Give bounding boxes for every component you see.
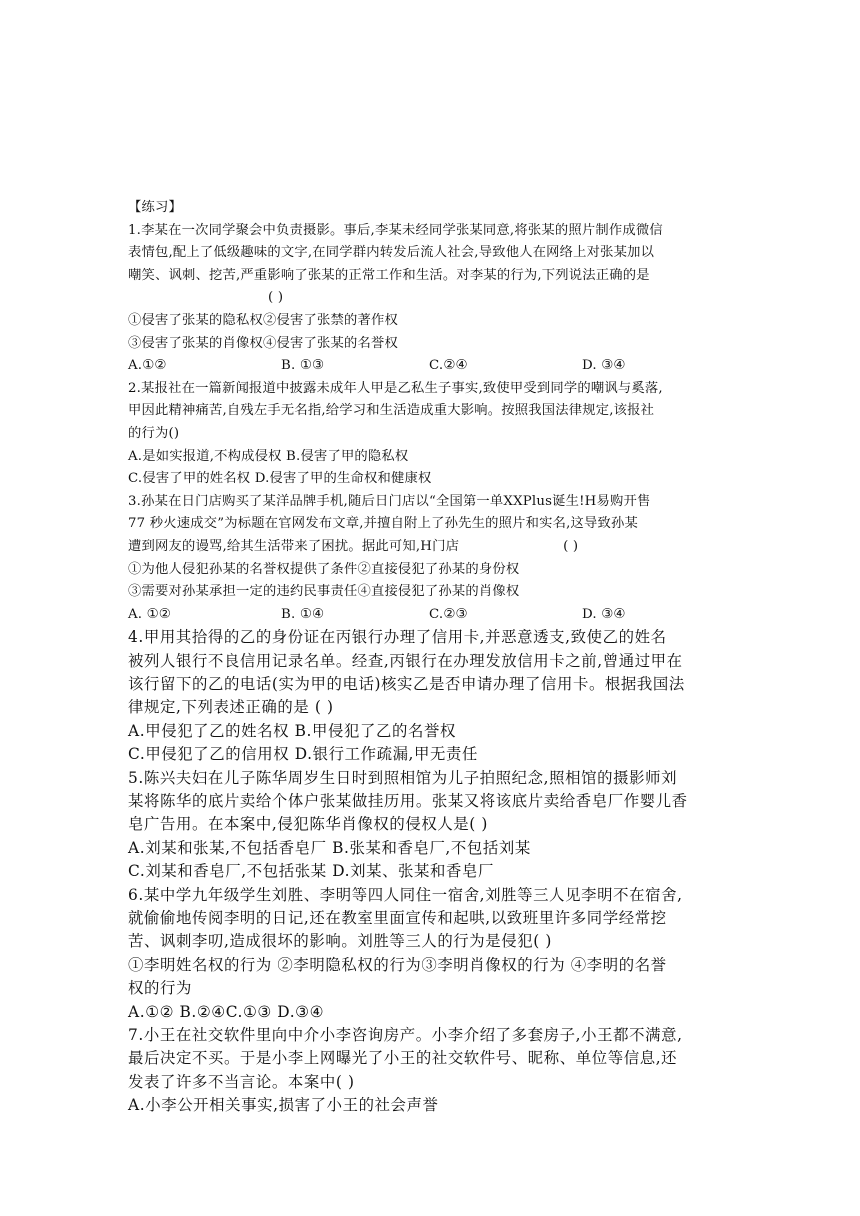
options-row (128, 355, 748, 378)
statement-line: ①李明姓名权的行为 ②李明隐私权的行为③李明肖像权的行为 ④李明的名誉 (128, 955, 667, 974)
question-text-line: 某将陈华的底片卖给个体户张某做挂历用。张某又将该底片卖给香皂厂作婴儿香 (128, 792, 688, 811)
statement-line: ①为他人侵犯孙某的名誉权提供了条件②直接侵犯了孙某的身份权 (128, 561, 520, 577)
option-d: D. ③④ (582, 358, 626, 374)
question-text-line: 该行留下的乙的电话(实为甲的电话)核实乙是否申请办理了信用卡。根据我国法 (128, 675, 685, 694)
question-text-line: 律规定,下列表述正确的是 ( ) (128, 698, 334, 717)
section-title: 【练习】 (128, 200, 182, 215)
option-line: A.①② B.②④C.①③ D.③④ (128, 1002, 324, 1021)
question-text-line: 苦、讽刺李叨,造成很坏的影响。刘胜等三人的行为是侵犯( ) (128, 932, 552, 951)
question-text: 遭到网友的谩骂,给其生活带来了困扰。据此可知,H门店 (128, 538, 460, 554)
answer-blank: ( ) (268, 290, 284, 306)
option-line: C.刘某和香皂厂,不包括张某 D.刘某、张某和香皂厂 (128, 862, 494, 881)
question-text-line: 表情包,配上了低级趣味的文字,在同学群内转发后流人社会,导致他人在网络上对张某加以 (128, 245, 655, 261)
question-text-line: 5.陈兴夫妇在儿子陈华周岁生日时到照相馆为儿子拍照纪念,照相馆的摄影师刘 (128, 768, 678, 787)
statement-line: ③需要对孙某承担一定的违约民事责任④直接侵犯了孙某的肖像权 (128, 584, 520, 600)
question-text-line: 2.某报社在一篇新闻报道中披露未成年人甲是乙私生子事实,致使甲受到同学的嘲讽与奚落, (128, 380, 663, 396)
option-c: C.②④ (429, 358, 468, 374)
question-2 (128, 378, 748, 491)
question-6 (128, 884, 748, 1024)
question-text-line: 77 秒火速成交”为标题在官网发布文章,并擅自附上了孙先生的照片和实名,这导致孙某 (128, 516, 638, 532)
question-text-line: 就偷偷地传阅李明的日记,还在教室里面宣传和起哄,以致班里许多同学经常挖 (128, 908, 667, 927)
question-text-line: 发表了许多不当言论。本案中( ) (128, 1072, 355, 1091)
option-line: A.刘某和张某,不包括香皂厂 B.张某和香皂厂,不包括刘某 (128, 838, 531, 857)
statement-line: 权的行为 (128, 979, 192, 998)
question-text-line: 最后决定不买。于是小李上网曝光了小王的社交软件号、昵称、单位等信息,还 (128, 1049, 678, 1068)
question-5 (128, 767, 748, 884)
question-text-line: 甲因此精神痛苦,自残左手无名指,给学习和生活造成重大影响。按照我国法律规定,该报社 (128, 403, 655, 419)
option-b: B. ①③ (281, 358, 325, 374)
question-text-line: 被列人银行不良信用记录名单。经查,丙银行在办理发放信用卡之前,曾通过甲在 (128, 651, 683, 670)
option-line: C.甲侵犯了乙的信用权 D.银行工作疏漏,甲无责任 (128, 745, 479, 764)
option-line: A.小李公开相关事实,损害了小王的社会声誉 (128, 1096, 439, 1115)
question-text-line: 6.某中学九年级学生刘胜、李明等四人同住一宿舍,刘胜等三人见李明不在宿舍, (128, 885, 683, 904)
question-4 (128, 626, 748, 766)
question-text-line: 7.小王在社交软件里向中介小李咨询房产。小李介绍了多套房子,小王都不满意, (128, 1025, 683, 1044)
exercise-content (128, 197, 748, 1117)
question-text-line: 嘲笑、讽刺、挖苦,严重影响了张某的正常工作和生活。对李某的行为,下列说法正确的是 (128, 267, 650, 283)
questions-large-block (128, 626, 748, 1117)
option-line: A.是如实报道,不构成侵权 B.侵害了甲的隐私权 (128, 448, 409, 464)
answer-blank-line (128, 287, 748, 310)
option-b: B. ①④ (281, 606, 325, 622)
option-d: D. ③④ (582, 606, 626, 622)
question-text-line: 皂广告用。在本案中,侵犯陈华肖像权的侵权人是( ) (128, 815, 488, 834)
question-3 (128, 491, 748, 627)
question-7 (128, 1024, 748, 1118)
question-text-line: 的行为() (128, 425, 180, 441)
option-c: C.②③ (429, 606, 468, 622)
question-1 (128, 220, 748, 378)
option-line: C.侵害了甲的姓名权 D.侵害了甲的生命权和健康权 (128, 471, 432, 487)
option-line: A.甲侵犯了乙的姓名权 B.甲侵犯了乙的名誉权 (128, 721, 456, 740)
answer-blank: ( ) (563, 538, 579, 554)
question-text-line: 1.李某在一次同学聚会中负责摄影。事后,李某未经同学张某同意,将张某的照片制作成微信 (128, 222, 663, 238)
option-a: A. ①② (128, 606, 171, 622)
option-a: A.①② (128, 358, 167, 374)
statement-line: ①侵害了张某的隐私权②侵害了张禁的著作权 (128, 312, 398, 328)
question-text-line: 3.孙某在日门店购买了某洋品牌手机,随后日门店以“全国第一单XXPlus诞生!H易购开售 (128, 493, 651, 509)
question-text-line (128, 536, 748, 559)
options-row (128, 604, 748, 627)
question-text-line: 4.甲用其拾得的乙的身份证在丙银行办理了信用卡,并恶意透支,致使乙的姓名 (128, 628, 667, 647)
statement-line: ③侵害了张某的肖像权④侵害了张某的名誉权 (128, 335, 398, 351)
